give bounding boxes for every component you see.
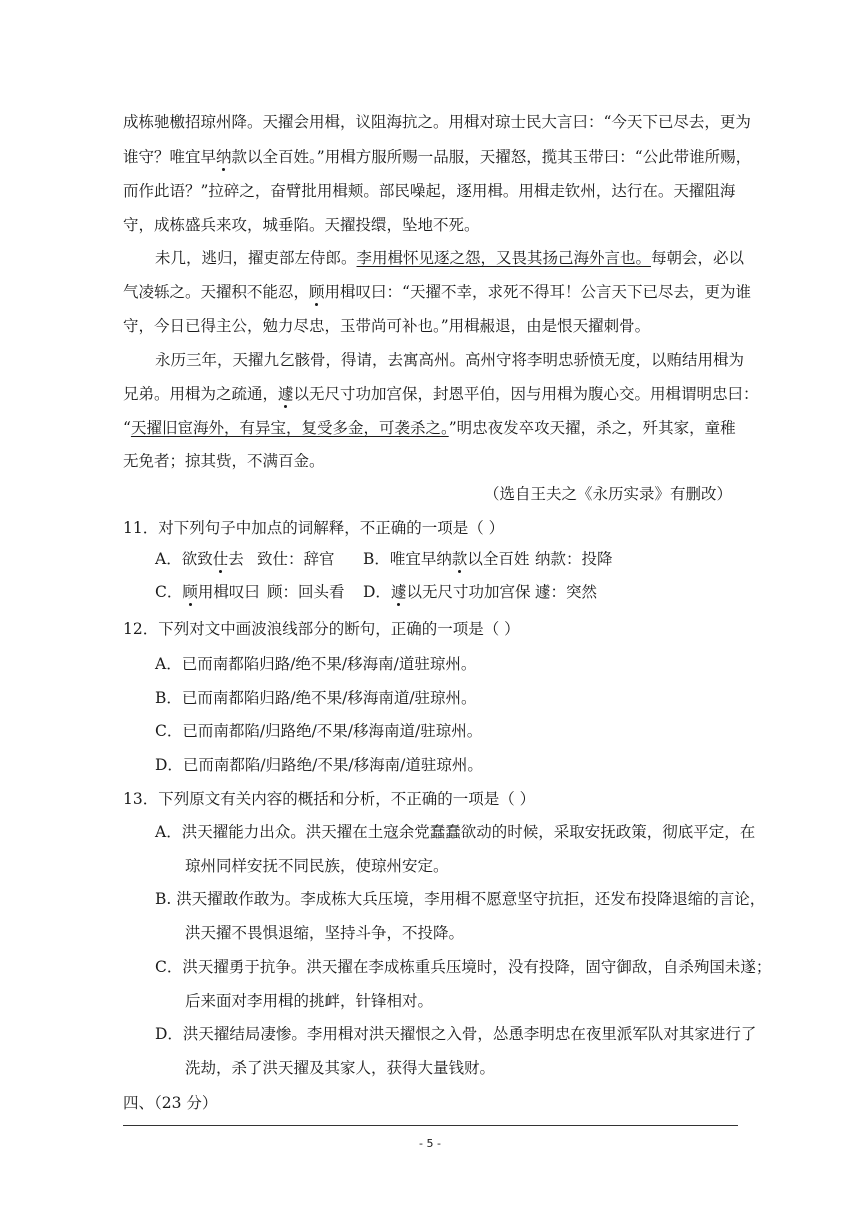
question-13-option-d: D．洪天擢结局凄惨。李用楫对洪天擢恨之入骨，怂恿李明忠在夜里派军队对其家进行了 — [155, 1025, 757, 1043]
question-11-stem: 11．对下列句子中加点的词解释，不正确的一项是（ ） — [123, 519, 505, 537]
question-13-option-a: A．洪天擢能力出众。洪天擢在土寇余党蠢蠢欲动的时候，采取安抚政策，彻底平定，在 — [155, 823, 756, 841]
passage-line: 而作此语？”拉碎之，奋臂批用楫颊。部民噪起，逐用楫。用楫走钦州，达行在。天擢阻海 — [123, 182, 736, 200]
option-a-gloss: 致仕：辞官 — [257, 550, 335, 568]
question-13-option-b: B. 洪天擢敢作敢为。李成栋大兵压境，李用楫不愿意坚守抗拒，还发布投降退缩的言论， — [155, 890, 766, 908]
option-b: B．唯宜早纳款以全百姓 — [363, 550, 530, 568]
question-12-stem: 12．下列对文中画波浪线部分的断句，正确的一项是（ ） — [123, 620, 520, 638]
question-13-option-c-cont: 后来面对李用楫的挑衅，针锋相对。 — [185, 992, 434, 1010]
passage-line: “天擢旧宦海外，有异宝，复受多金，可袭杀之。”明忠夜发卒攻天擢，杀之，歼其家，童稚 — [123, 419, 736, 437]
passage-line: 气凌轹之。天擢积不能忍，顾用楫叹曰：“天擢不幸，求死不得耳！公言天下已尽去，更为谁 — [123, 283, 751, 301]
underlined-sentence: 天擢旧宦海外，有异宝，复受多金，可袭杀之。 — [130, 419, 449, 437]
question-13-option-d-cont: 洗劫，杀了洪天擢及其家人，获得大量钱财。 — [185, 1059, 496, 1077]
dotted-char: 款 — [451, 550, 468, 568]
passage-line: 守，成栋盛兵来攻，城垂陷。天擢投缳，坠地不死。 — [123, 216, 480, 234]
question-13-option-c: C．洪天擢勇于抗争。洪天擢在李成栋重兵压境时，没有投降，固守御敌，自杀殉国未遂； — [155, 958, 772, 976]
underlined-sentence: 李用楫怀见逐之怨，又畏其扬己海外言也。 — [356, 249, 652, 267]
section-4-heading: 四、（23 分） — [123, 1094, 218, 1112]
option-a: A．欲致仕去 — [155, 550, 244, 568]
dotted-char: 纳 — [216, 148, 232, 166]
question-12-option-d: D．已而南都陷/归路绝/不果/移海南/道驻琼州。 — [155, 756, 483, 774]
page-number: - 5 - — [419, 1137, 441, 1150]
question-13-option-b-cont: 洪天擢不畏惧退缩，坚持斗争，不投降。 — [185, 924, 465, 942]
passage-line: 兄弟。用楫为之疏通，遽以无尺寸功加宫保，封恩平伯，因与用楫为腹心交。用楫谓明忠曰： — [123, 385, 759, 403]
dotted-char: 仕 — [212, 550, 229, 568]
dotted-char: 遽 — [390, 583, 407, 601]
question-12-option-a: A．已而南都陷归路/绝不果/移海南/道驻琼州。 — [155, 655, 477, 673]
dotted-char: 顾 — [182, 583, 198, 601]
option-b-gloss: 纳款：投降 — [535, 550, 613, 568]
option-d: D．遽以无尺寸功加宫保 — [363, 583, 531, 601]
passage-line: 无免者；掠其赀，不满百金。 — [123, 452, 325, 470]
passage-line: 谁守？唯宜早纳款以全百姓。”用楫方服所赐一品服，天擢怒，揽其玉带曰：“公此带谁所赐， — [123, 148, 752, 166]
question-12-option-b: B．已而南都陷归路/绝不果/移海南道/驻琼州。 — [155, 689, 477, 707]
passage-line: 永历三年，天擢九乞骸骨，得请，去寓高州。高州守将李明忠骄愤无度，以贿结用楫为 — [155, 351, 745, 369]
question-11-row-2 — [155, 582, 770, 602]
question-11-row-1 — [155, 549, 770, 569]
passage-line: 成栋驰檄招琼州降。天擢会用楫，议阻海抗之。用楫对琼士民大言曰：“今天下已尽去，更为 — [123, 113, 751, 131]
passage-line: 未几，逃归，擢吏部左侍郎。李用楫怀见逐之怨，又畏其扬己海外言也。每朝会，必以 — [155, 249, 745, 267]
question-13-stem: 13．下列原文有关内容的概括和分析，不正确的一项是（ ） — [123, 790, 536, 808]
option-d-gloss: 遽：突然 — [535, 583, 598, 601]
footer-rule — [123, 1125, 738, 1126]
passage-line: 守，今日已得主公，勉力尽忠，玉带尚可补也。”用楫赧退，由是恨天擢刺骨。 — [123, 317, 651, 335]
question-13-option-a-cont: 琼州同样安抚不同民族，使琼州安定。 — [185, 857, 449, 875]
option-c: C．顾用楫叹曰 — [155, 583, 260, 601]
dotted-char: 遽 — [278, 385, 294, 403]
question-12-option-c: C．已而南都陷/归路绝/不果/移海南道/驻琼州。 — [155, 722, 483, 740]
option-c-gloss: 顾：回头看 — [267, 583, 345, 601]
source-citation: （选自王夫之《永历实录》有删改） — [483, 485, 732, 503]
dotted-char: 顾 — [309, 283, 325, 301]
